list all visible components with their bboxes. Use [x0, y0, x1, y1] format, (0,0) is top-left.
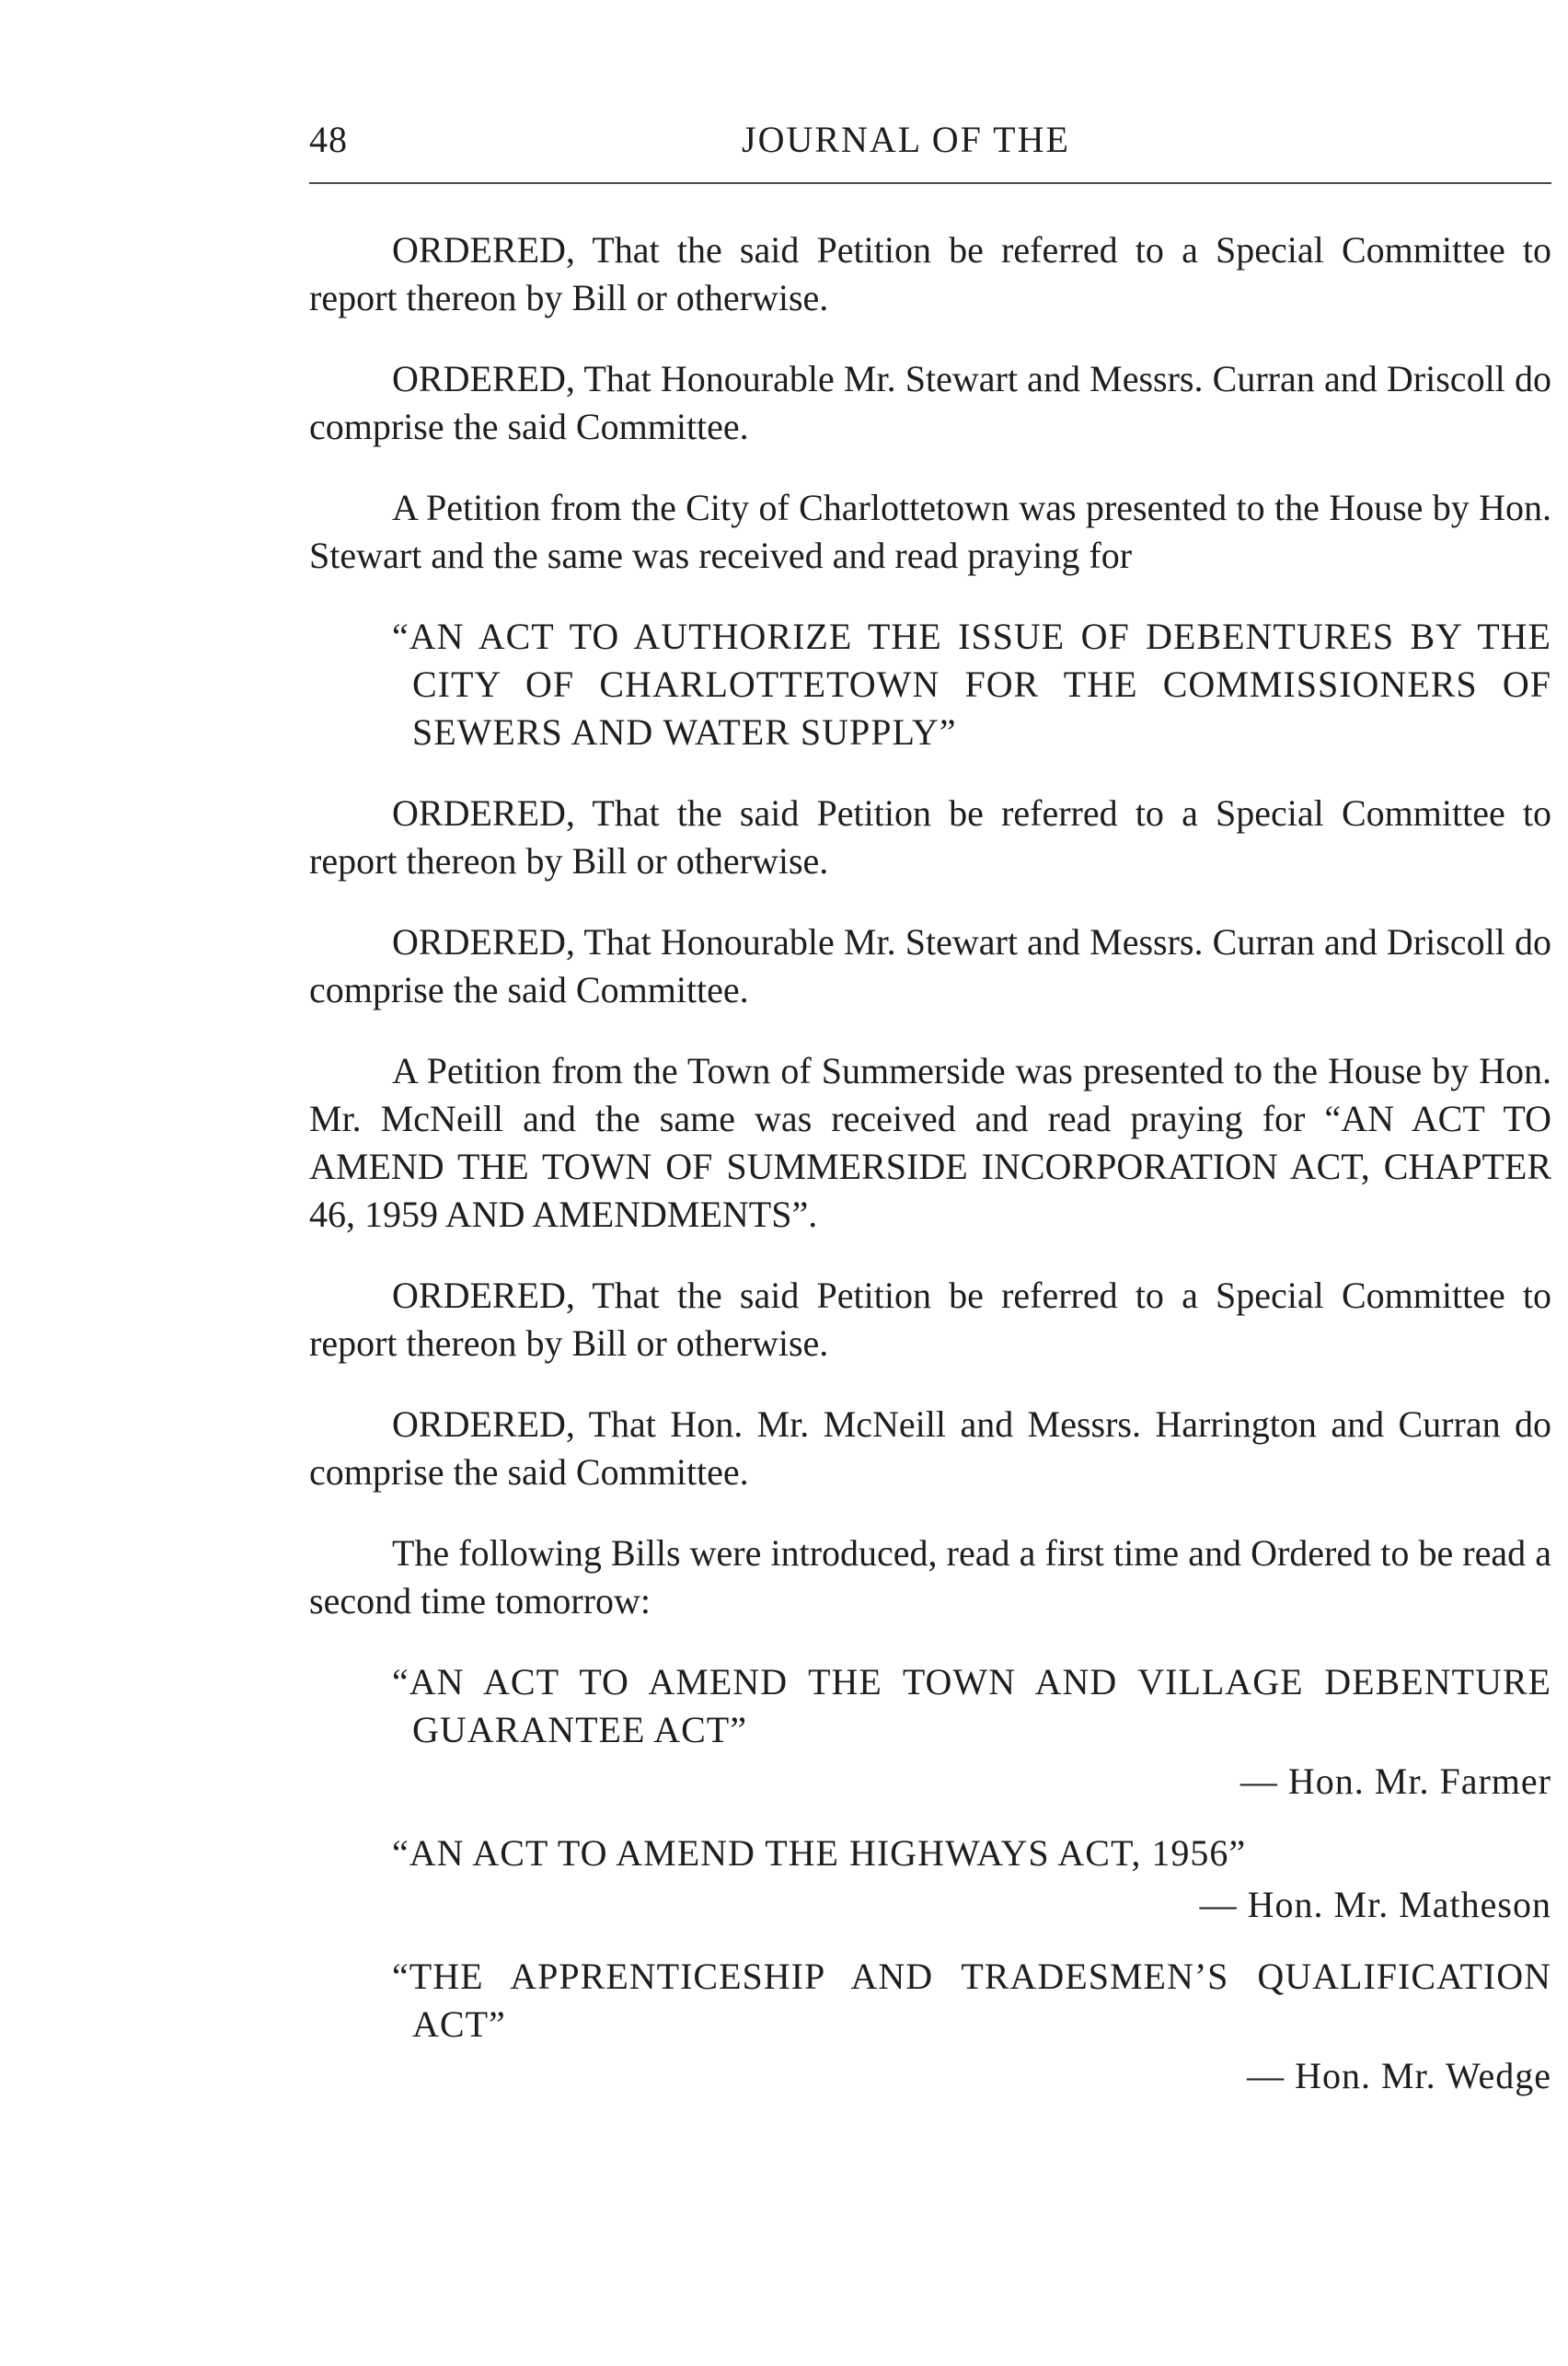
- header-rule: [309, 182, 1551, 184]
- petition-paragraph: A Petition from the Town of Summerside was presented to the House by Hon. Mr. McNeill and the same was received and read praying for “AN ACT TO AMEND THE TOWN OF SUMMERSIDE INCORPORATION ACT, CHAPTER 46, 1959 AND AMENDMENTS”.: [309, 1050, 1551, 1235]
- bills-intro-paragraph: The following Bills were introduced, read a first time and Ordered to be read a second time tomorrow:: [309, 1532, 1551, 1622]
- bill-title: “AN ACT TO AMEND THE HIGHWAYS ACT, 1956”: [392, 1832, 1247, 1874]
- committee-paragraph: ORDERED, That Honourable Mr. Stewart and Messrs. Curran and Driscoll do comprise the said Committee.: [309, 358, 1551, 447]
- committee-paragraph: ORDERED, That Honourable Mr. Stewart and Messrs. Curran and Driscoll do comprise the said Committee.: [309, 921, 1551, 1010]
- bill-sponsor: — Hon. Mr. Matheson: [1199, 1884, 1551, 1925]
- petition-paragraph: A Petition from the City of Charlottetown was presented to the House by Hon. Stewart and the same was received and read praying for: [309, 487, 1551, 576]
- bill-entry: [309, 1658, 1551, 1806]
- bill-sponsor: — Hon. Mr. Wedge: [1247, 2055, 1551, 2096]
- order-paragraph: ORDERED, That the said Petition be referred to a Special Committee to report thereon by Bill or otherwise.: [309, 229, 1551, 318]
- bill-title: “AN ACT TO AMEND THE TOWN AND VILLAGE DEBENTURE GUARANTEE ACT”: [392, 1661, 1551, 1750]
- order-paragraph: ORDERED, That the said Petition be referred to a Special Committee to report thereon by Bill or otherwise.: [309, 1275, 1551, 1364]
- page-header: [309, 118, 1551, 173]
- committee-paragraph: ORDERED, That Hon. Mr. McNeill and Messrs. Harrington and Curran do comprise the said Committee.: [309, 1403, 1551, 1493]
- bill-title: “THE APPRENTICESHIP AND TRADESMEN’S QUALIFICATION ACT”: [392, 1956, 1551, 2045]
- bill-entry: [309, 1953, 1551, 2100]
- bill-entry: [309, 1829, 1551, 1929]
- running-head: JOURNAL OF THE: [742, 119, 1070, 160]
- bill-sponsor: — Hon. Mr. Farmer: [1239, 1760, 1551, 1802]
- page-number: 48: [309, 119, 348, 160]
- journal-body: [309, 226, 1551, 2124]
- act-title: “AN ACT TO AUTHORIZE THE ISSUE OF DEBENTURES BY THE CITY OF CHARLOTTETOWN FOR THE COMMISSIONERS OF SEWERS AND WATER SUPPLY”: [392, 616, 1551, 753]
- order-paragraph: ORDERED, That the said Petition be referred to a Special Committee to report thereon by Bill or otherwise.: [309, 792, 1551, 882]
